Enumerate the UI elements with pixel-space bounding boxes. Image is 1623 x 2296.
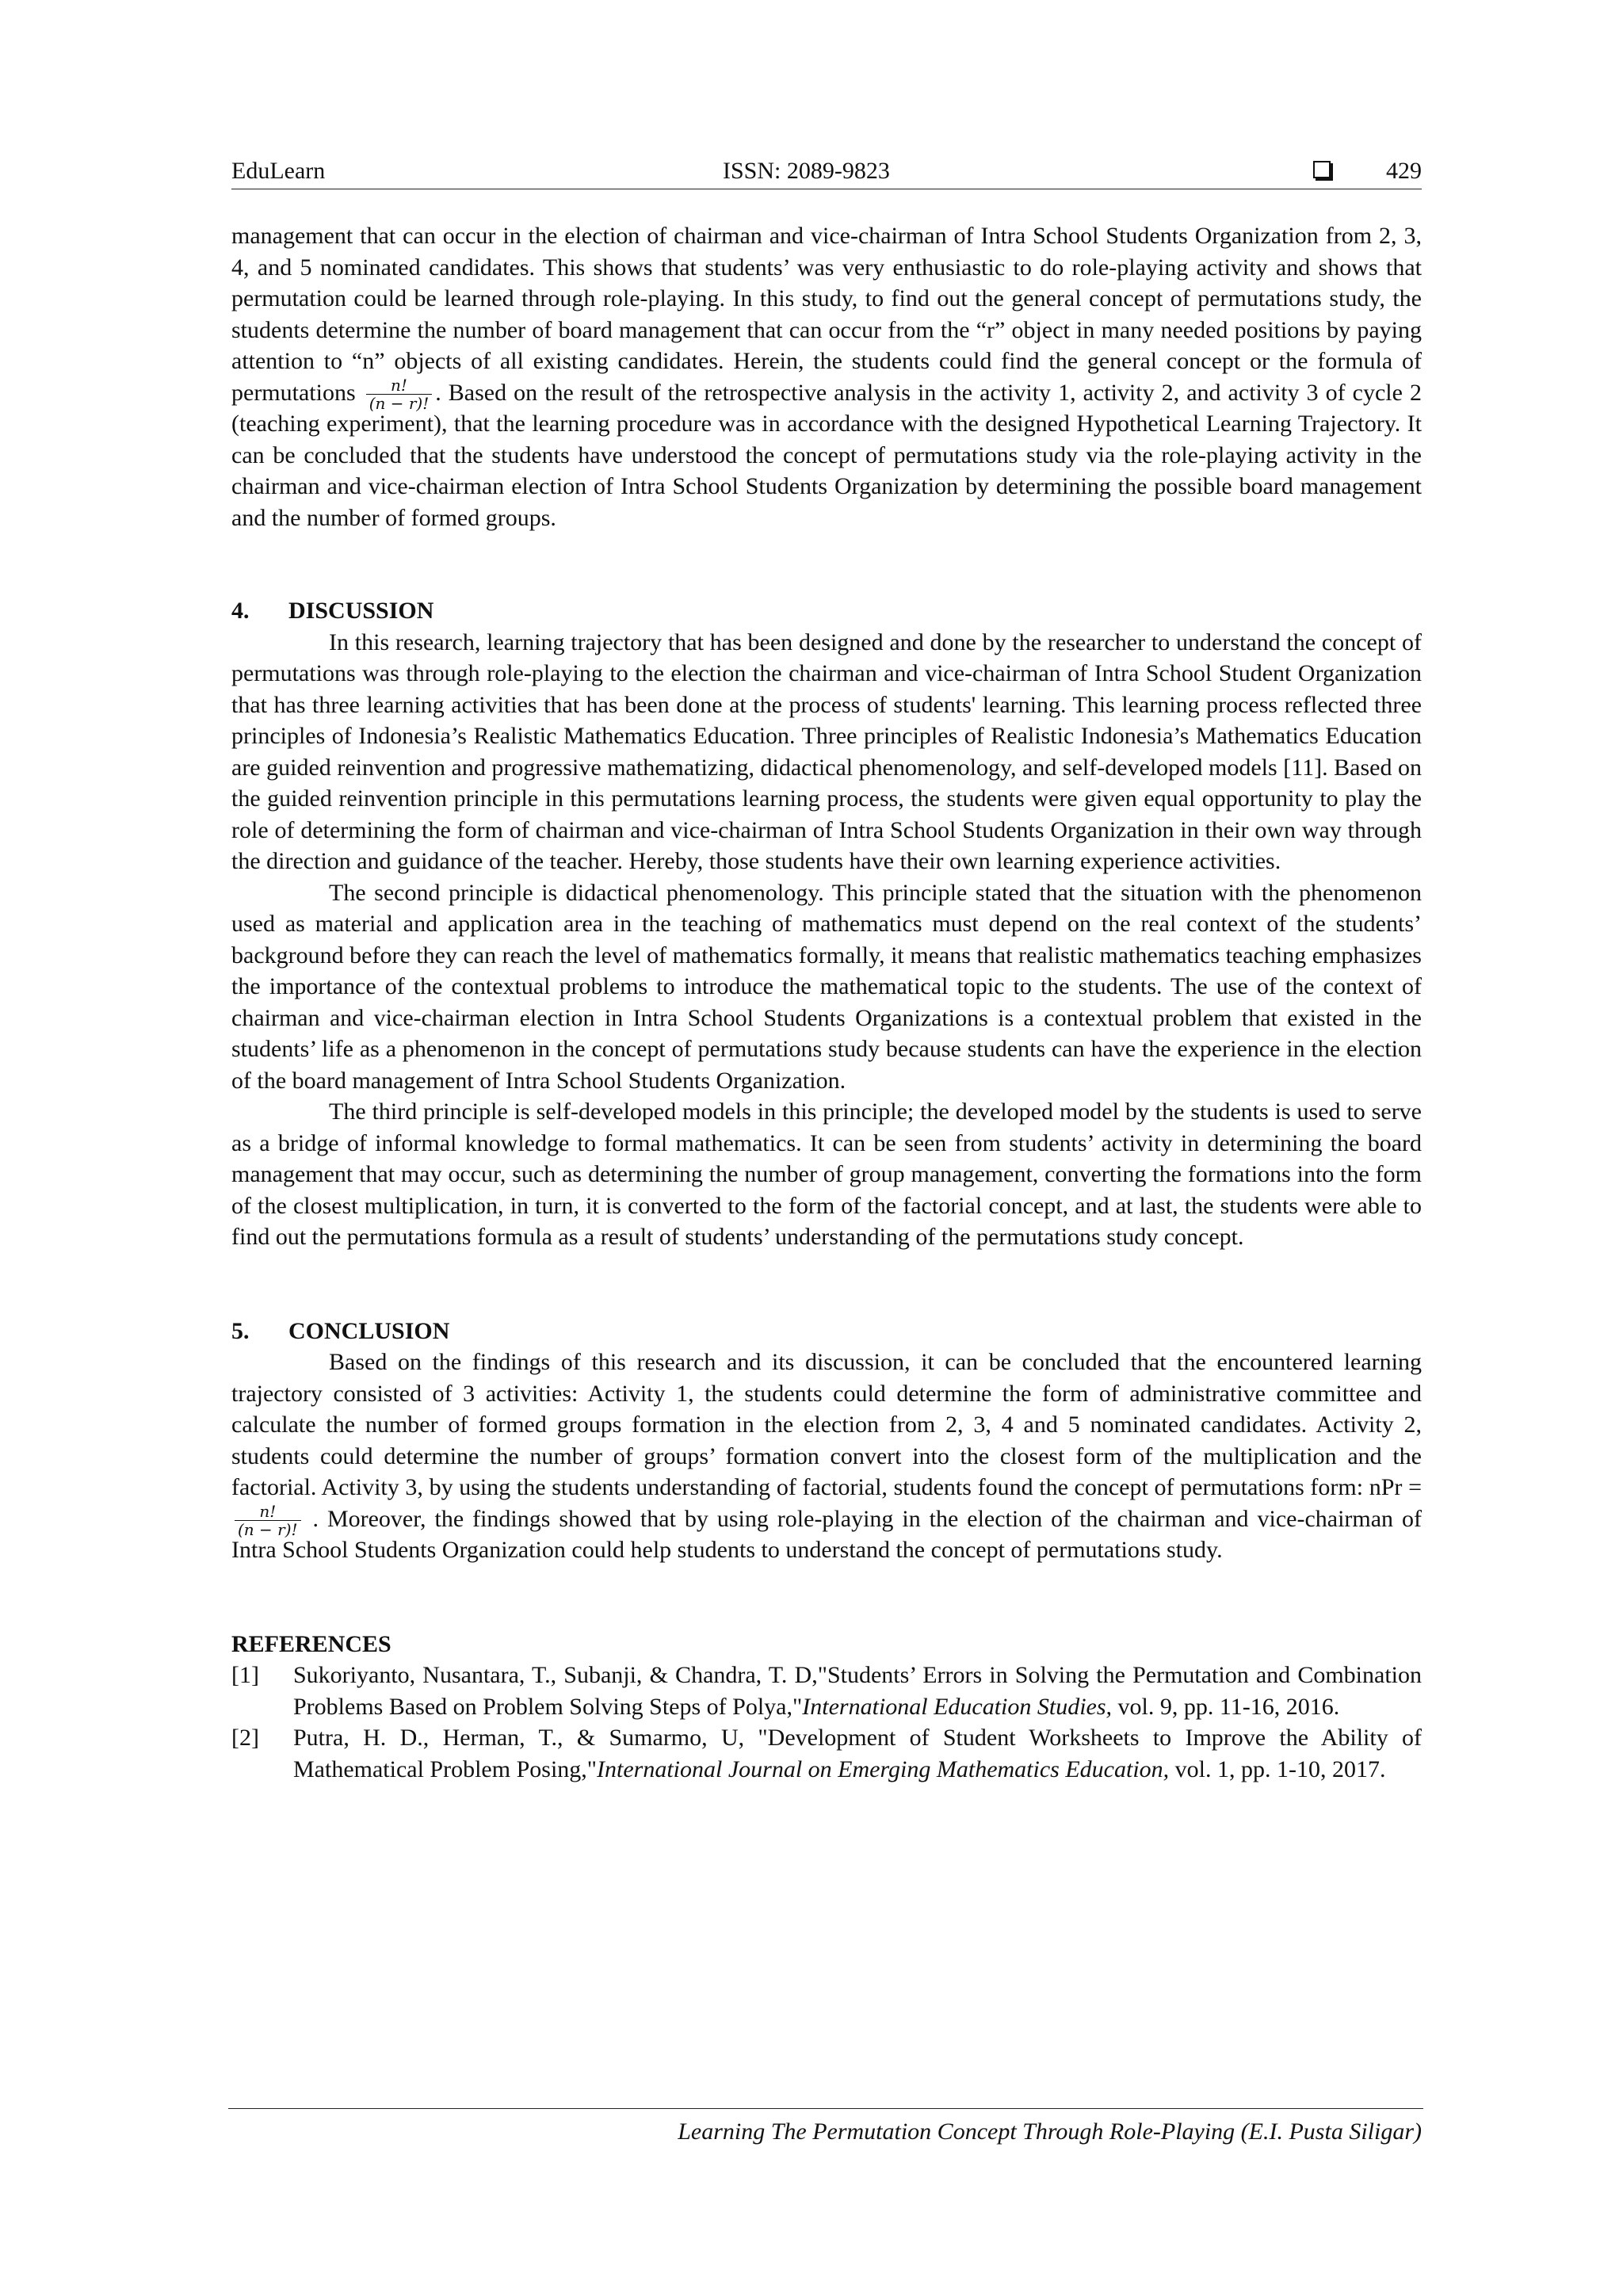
conclusion-paragraph bbox=[231, 1347, 1422, 1566]
reference-text: Sukoriyanto, Nusantara, T., Subanji, & Chandra, T. D,"Students’ Errors in Solving the Permutation and Combination Problems Based on Problem Solving Steps of Polya," bbox=[293, 1662, 1422, 1720]
paragraph-text: Based on the result of the retrospective analysis in the activity 1, activity 2, and activity 3 of cycle 2 (teaching experiment), that the learning procedure was in accordance with the designed Hypothetical Learning Trajectory. It can be concluded that the students have understood the concept of permutations study via the role-playing activity in the chairman and vice-chairman election of Intra School Students Organization by determining the possible board management and the number of formed groups. bbox=[231, 379, 1422, 531]
paragraph-text: Based on the findings of this research and its discussion, it can be concluded that the encountered learning trajectory consisted of 3 activities: Activity 1, the students could determine the form of administrative committee and calculate the number of formed groups formation in the election from 2, 3, 4 and 5 nominated candidates. Activity 2, students could determine the number of groups’ formation convert into the closest form of the multiplication and the factorial. Activity 3, by using the students understanding of factorial, students found the concept of permutations form: nPr = bbox=[231, 1349, 1422, 1500]
paragraph-text: . Moreover, the findings showed that by using role-playing in the election of the chairman and vice-chairman of Intra School Students Organization could help students to understand the concept of permutations study. bbox=[231, 1505, 1422, 1563]
continuation-paragraph bbox=[231, 220, 1422, 533]
formula-numerator: n! bbox=[235, 1503, 301, 1521]
reference-number: [1] bbox=[231, 1662, 259, 1688]
reference-list bbox=[231, 1660, 1422, 1785]
section-number: 5. bbox=[231, 1317, 250, 1344]
reference-details: vol. 9, pp. 11-16, 2016. bbox=[1112, 1693, 1340, 1720]
square-bullet-icon bbox=[1313, 161, 1331, 178]
discussion-paragraph: The third principle is self-developed models in this principle; the developed model by the students is used to serve as a bridge of informal knowledge to formal mathematics. It can be seen from students’ activity in determining the board management that may occur, such as determining the number of group management, converting the formations into the form of the closest multiplication, in turn, it is converted to the form of the factorial concept, and at last, the students were able to find out the permutations formula as a result of students’ understanding of the permutations study concept. bbox=[231, 1098, 1422, 1250]
page-number: 429 bbox=[1386, 158, 1422, 184]
section-title: CONCLUSION bbox=[288, 1317, 450, 1344]
discussion-paragraph: The second principle is didactical phenomenology. This principle stated that the situation with the phenomenon used as material and application area in the teaching of mathematics must depend on the real context of the students’ background before they can reach the level of mathematics formally, it means that realistic mathematics teaching emphasizes the importance of the contextual problems to introduce the mathematical topic to the students. The use of the context of chairman and vice-chairman election in Intra School Students Organizations is a contextual problem that existed in the students’ life as a phenomenon in the concept of permutations study because students can have the experience in the election of the board management of Intra School Students Organization. bbox=[231, 879, 1422, 1094]
footer-divider bbox=[228, 2108, 1423, 2109]
section-heading-conclusion bbox=[231, 1316, 1422, 1347]
reference-details: vol. 1, pp. 1-10, 2017. bbox=[1169, 1755, 1386, 1782]
formula-numerator: n! bbox=[366, 376, 433, 395]
reference-text: Putra, H. D., Herman, T., & Sumarmo, U, "Development of Student Worksheets to Improve the Ability of Mathematical Problem Posing," bbox=[293, 1725, 1422, 1782]
article-body bbox=[231, 220, 1422, 1785]
discussion-paragraph: In this research, learning trajectory that has been designed and done by the researcher to understand the concept of permutations was through role-playing to the election the chairman and vice-chairman of Intra School Student Organization that has three learning activities that has been done at the process of students' learning. This learning process reflected three principles of Indonesia’s Realistic Mathematics Education. Three principles of Realistic Indonesia’s Mathematics Education are guided reinvention and progressive mathematizing, didactical phenomenology, and self-developed models [11]. Based on the guided reinvention principle in this permutations learning process, the students were given equal opportunity to play the role of determining the form of chairman and vice-chairman of Intra School Students Organization in their own way through the direction and guidance of the teacher. Hereby, those students have their own learning experience activities. bbox=[231, 628, 1422, 874]
permutation-formula bbox=[366, 376, 433, 412]
journal-name: EduLearn bbox=[231, 158, 326, 184]
page-header bbox=[231, 154, 1422, 189]
running-title: Learning The Permutation Concept Through Role-Playing (E.I. Pusta Siligar) bbox=[678, 2118, 1422, 2145]
section-title: DISCUSSION bbox=[288, 598, 434, 624]
permutation-formula bbox=[235, 1503, 301, 1538]
reference-number: [2] bbox=[231, 1725, 259, 1751]
section-heading-discussion bbox=[231, 595, 1422, 627]
reference-item bbox=[231, 1722, 1422, 1785]
formula-denominator: (n − r)! bbox=[238, 1520, 298, 1540]
references-heading: REFERENCES bbox=[231, 1630, 391, 1657]
formula-punctuation: . bbox=[435, 379, 441, 406]
issn: ISSN: 2089-9823 bbox=[723, 158, 890, 184]
paragraph-text: management that can occur in the election of chairman and vice-chairman of Intra School Students Organization from 2, 3, 4, and 5 nominated candidates. This shows that students’ was very enthusiastic to do role-playing activity and shows that permutation could be learned through role-playing. In this study, to find out the general concept of permutations study, the students determine the number of board management that can occur from the “r” object in many needed positions by paying attention to “n” objects of all existing candidates. Herein, the students could find the general concept or the formula of permutations bbox=[231, 223, 1422, 406]
reference-venue: International Journal on Emerging Mathematics Education, bbox=[597, 1755, 1170, 1782]
reference-item bbox=[231, 1660, 1422, 1722]
reference-venue: International Education Studies, bbox=[802, 1693, 1113, 1720]
section-number: 4. bbox=[231, 598, 250, 624]
formula-denominator: (n − r)! bbox=[369, 394, 430, 414]
